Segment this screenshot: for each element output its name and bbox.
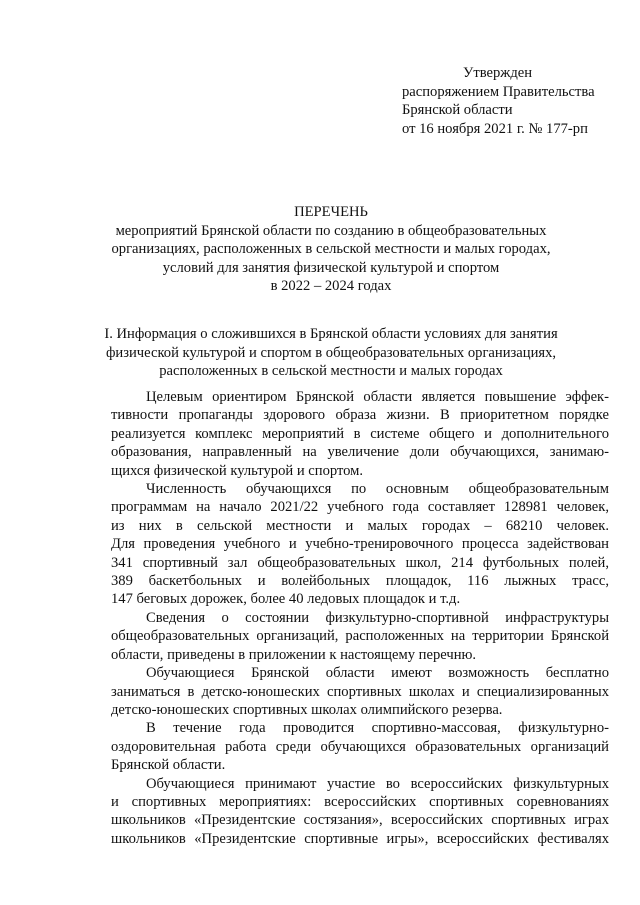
text-line: программам на начало 2021/22 учебного года составляет 128981 человек, (111, 499, 609, 516)
text-line: Сведения о состоянии физкультурно-спортивной инфраструктуры (146, 609, 609, 626)
text-line: области, приведены в приложении к настоящему перечню. (111, 646, 477, 663)
paragraph (111, 609, 609, 664)
document-title (100, 203, 562, 296)
text-line: В течение года проводится спортивно-массовая, физкультурно- (146, 720, 609, 737)
text-line: Численность обучающихся по основным общеобразовательным (146, 481, 609, 498)
approval-line: Утвержден (463, 65, 533, 81)
text-line: щихся физической культурой и спортом. (111, 462, 364, 479)
text-line: образования, направленный на увеличение доли обучающихся, занимаю- (111, 444, 609, 461)
text-line: Целевым ориентиром Брянской области является повышение эффек- (146, 389, 609, 405)
paragraph (111, 775, 609, 849)
text-line: тивности пропаганды здорового образа жизни. В приоритетном порядке (111, 407, 609, 424)
text-line: заниматься в детско-юношеских спортивных школах и специализированных (111, 683, 609, 700)
text-line: Для проведения учебного и учебно-тренировочного процесса задействован (111, 536, 609, 553)
approval-line: распоряжением Правительства (402, 83, 595, 100)
text-line: общеобразовательных организаций, расположенных на территории Брянской (111, 628, 609, 645)
approval-line: от 16 ноября 2021 г. № 177-рп (402, 120, 588, 137)
title-line: условий для занятия физической культурой и спортом (162, 259, 500, 276)
section-heading-line: расположенных в сельской местности и малых городах (159, 363, 503, 380)
text-line: Обучающиеся Брянской области имеют возможность бесплатно (146, 665, 609, 682)
section-heading-line: I. Информация о сложившихся в Брянской области условиях для занятия (104, 326, 558, 342)
approval-line: Брянской области (402, 102, 513, 119)
text-line: школьников «Президентские состязания», всероссийских спортивных играх (111, 812, 609, 829)
title-heading: ПЕРЕЧЕНЬ (294, 204, 368, 220)
title-line: в 2022 – 2024 годах (270, 278, 392, 295)
title-line: организациях, расположенных в сельской местности и малых городах, (111, 241, 551, 258)
text-line: реализуется комплекс мероприятий в системе общего и дополнительного (111, 425, 609, 442)
text-line: 341 спортивный зал общеобразовательных школ, 214 футбольных полей, (111, 554, 609, 571)
text-line: школьников «Президентские спортивные игры», всероссийских фестивалях (111, 830, 609, 847)
text-line: оздоровительная работа среди обучающихся образовательных организаций (111, 738, 609, 755)
paragraph (111, 480, 609, 609)
text-line: Обучающиеся принимают участие во всероссийских физкультурных (146, 775, 609, 792)
section-heading (100, 325, 562, 381)
text-line: 147 беговых дорожек, более 40 ледовых площадок и т.д. (111, 591, 461, 608)
paragraph (111, 664, 609, 719)
text-line: из них в сельской местности и малых городах – 68210 человек. (111, 517, 609, 534)
section-heading-line: физической культурой и спортом в общеобразовательных организациях, (105, 344, 557, 361)
paragraph (111, 388, 609, 480)
text-line: 389 баскетбольных и волейбольных площадок, 116 лыжных трасс, (111, 573, 609, 590)
title-line: мероприятий Брянской области по созданию в общеобразовательных (115, 222, 547, 239)
text-line: Брянской области. (111, 757, 226, 774)
text-line: и спортивных мероприятиях: всероссийских спортивных соревнованиях (111, 793, 609, 810)
approval-stamp (402, 64, 612, 138)
text-line: детско-юношеских спортивных школах олимпийского резерва. (111, 701, 503, 718)
paragraph (111, 719, 609, 774)
body-text (111, 388, 609, 848)
